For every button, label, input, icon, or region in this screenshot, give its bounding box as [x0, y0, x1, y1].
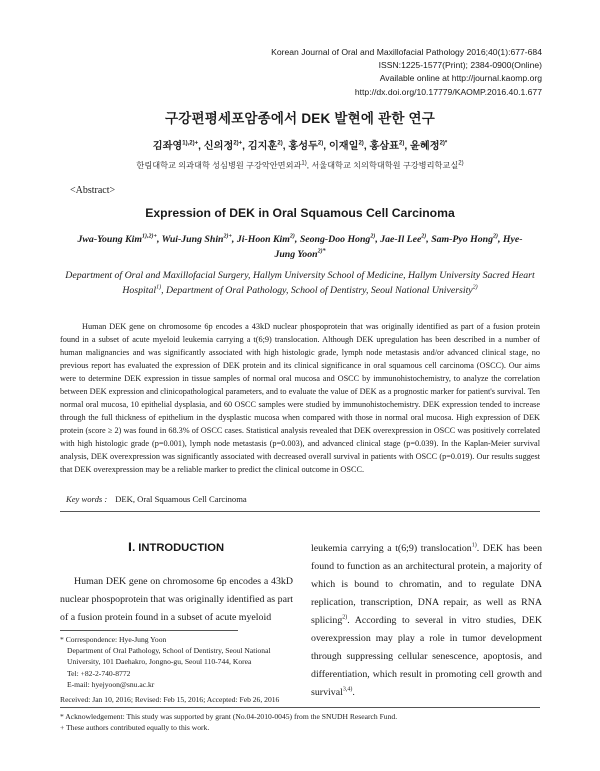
author-sup: 2)	[277, 140, 283, 147]
affiliation-b: , Department of Oral Pathology, School of Dentistry, Seoul National University	[161, 285, 473, 296]
correspondence-divider	[60, 630, 238, 631]
author-sup: 1),2)+	[182, 140, 199, 147]
korean-affiliations	[0, 160, 600, 171]
author-name: 홍성두	[288, 141, 318, 152]
korean-title: 구강편평세포암종에서 DEK 발현에 관한 연구	[164, 111, 435, 126]
affiliation-1: 한림대학교 의과대학 성심병원 구강악안면외과	[136, 161, 302, 170]
author-sup: 2)	[358, 140, 364, 147]
english-authors: Jwa-Young Kim$^{1),2)+}$, Wui-Jung Shin$^{2)+}$, Ji-Hoon Kim$^{2)}$, Seong-Doo Hong$^{2)}$, Jae-Il Lee$^{2)}$, Sam-Pyo Hong$^{2)}$, Hye-Jung Yoon$^{2)*}$	[77, 233, 523, 260]
author-name: Jwa-Young Kim	[77, 234, 143, 245]
author-sup: 2)	[421, 233, 427, 240]
journal-doi[interactable]: http://dx.doi.org/10.17779/KAOMP.2016.40.1.677	[354, 86, 542, 97]
correspondence-email[interactable]: E-mail: hyejyoon@snu.ac.kr	[67, 679, 155, 689]
journal-citation: Korean Journal of Oral and Maxillofacial Pathology 2016;40(1):677-684	[271, 47, 542, 57]
affiliation-b-sup: 2)	[472, 284, 478, 291]
keywords-label: Key words :	[66, 494, 108, 504]
citation: 2)	[342, 614, 348, 621]
english-affiliations	[60, 268, 540, 298]
author-name: 이재일	[328, 141, 359, 152]
author-name: 홍삼표	[369, 141, 400, 152]
journal-url[interactable]: Available online at http://journal.kaomp.org	[379, 73, 542, 84]
intro-text: .	[352, 687, 355, 698]
correspondence-address-1: Department of Oral Pathology, School of Dentistry, Seoul National	[67, 646, 271, 656]
equal-contribution-note: + These authors contributed equally to this work.	[60, 723, 210, 733]
keywords-value: DEK, Oral Squamous Cell Carcinoma	[115, 494, 247, 504]
author-name: Ji-Hoon Kim	[236, 234, 290, 245]
acknowledgement-note: * Acknowledgement: This study was supported by grant (No.04-2010-0045) from the SNUDH Research Fund.	[60, 712, 398, 721]
intro-text: . According to several in vitro studies, DEK overexpression may play a role in tumor development through suppressing cellular senescence, apoptosis, and differentiation, which result in promoting cell growth and survival	[311, 615, 542, 698]
correspondence-address-2: University, 101 Daehakro, Jongno-gu, Seoul 110-744, Korea	[67, 657, 252, 667]
keywords	[66, 494, 247, 504]
author-name: Wui-Jung Shin	[161, 234, 224, 245]
author-name: Hye-Jung Yoon	[274, 234, 523, 260]
affiliation-2-sup: 2)	[458, 160, 464, 167]
received-dates: Received: Jan 10, 2016; Revised: Feb 15, 2016; Accepted: Feb 26, 2016	[60, 695, 280, 704]
intro-left-column: Human DEK gene on chromosome 6p encodes a 43kD nuclear phospoprotein that was originally identified as part of a fusion protein found in a subset of acute myeloid	[60, 576, 293, 623]
journal-header	[271, 46, 542, 99]
author-name: 윤혜정	[410, 141, 440, 152]
abstract-divider	[60, 511, 540, 512]
abstract-tag: <Abstract>	[70, 185, 116, 196]
journal-issn: ISSN:1225-1577(Print); 2384-0900(Online)	[378, 60, 542, 71]
korean-authors: 김좌영$^{1),2)+}$, 신의정$^{2)+}$, 김지훈$^{2)}$, 홍성두$^{2)}$, 이재일$^{2)}$, 홍삼표$^{2)}$, 윤혜정$^{2)*}$	[152, 140, 448, 152]
footnotes	[60, 711, 397, 733]
author-name: Sam-Pyo Hong	[431, 234, 493, 245]
citation: 1)	[471, 542, 477, 549]
correspondence-phone: Tel: +82-2-740-8772	[67, 668, 131, 678]
footnote-divider	[60, 707, 540, 708]
affiliation-a-sup: 1)	[156, 284, 162, 291]
intro-text: leukemia carrying a t(6;9) translocation	[311, 543, 472, 554]
author-sup: 2)	[399, 140, 405, 147]
author-sup: 2)	[370, 233, 376, 240]
author-sup: 2)*	[317, 248, 326, 255]
english-title: Expression of DEK in Oral Squamous Cell Carcinoma	[145, 206, 455, 220]
author-sup: 2)	[317, 140, 324, 147]
affiliation-2: , 서울대학교 치의학대학원 구강병리학교실	[306, 161, 459, 170]
author-sup: 2)+	[233, 140, 243, 147]
author-sup: 1),2)+	[142, 233, 157, 240]
author-name: 김지훈	[247, 141, 278, 152]
intro-text: . DEK has been found to function as an architectural protein, a majority of which is bound to chromatin, and to regulate DNA replication, transcription, DNA repair, as well as RNA splicing	[311, 543, 543, 626]
author-name: Seong-Doo Hong	[299, 234, 371, 245]
author-name: Jae-Il Lee	[380, 234, 422, 245]
abstract-body: Human DEK gene on chromosome 6p encodes a 43kD nuclear phospoprotein that was originally identified as part of a fusion protein found in a subset of acute myeloid leukemia carrying a t(6;9) translocation. Although DEK upregulation has been described in a number of human malignancies and was significantly associated with high histologic grade, lymph node metastasis and/or advanced clinical stage, no previous report has evaluated the expression of DEK protein and its clinical significance in oral squamous cell carcinoma (OSCC). Our aims were to determine DEK expression in tissue samples of normal oral mucosa and OSCC by immunohistochemistry, to analyze the correlation between DEK expression and clinicopathological parameters, and to evaluate the value of DEK as a prognostic marker for patient's survival. Ten normal oral mucosa, 10 epithelial dysplasia, and 60 OSCC samples were studied by immunohistochemistry. DEK expression tended to increase through the full thickness of epithelium in the dysplastic mucosa when compared with those in normal oral mucosa. High expression of DEK protein (score ≥ 2) was found in 68.3% of OSCC cases. Statistical analysis revealed that DEK overexpression in OSCC was positively correlated with high histologic grade (p=0.001), lymph node metastasis (p=0.003), and advanced clinical stage (p=0.039). In the Kaplan-Meier survival analysis, DEK overexpression was significantly associated with decreased overall survival in patients with OSCC (p=0.019). Our results suggest that DEK overexpression may be a reliable marker to predict the clinical outcome in OSCC.	[60, 322, 540, 474]
author-name: 김좌영	[152, 141, 183, 152]
correspondence-block	[60, 634, 271, 690]
intro-right-column	[311, 540, 542, 702]
author-sup: 2)	[289, 233, 295, 240]
affiliation-a: Department of Oral and Maxillofacial Surgery, Hallym University School of Medicine, Hallym University Sacred Heart Hospital	[65, 270, 535, 296]
correspondence-label: * Correspondence: Hye-Jung Yoon	[60, 635, 167, 644]
author-sup: 2)+	[223, 233, 232, 240]
author-sup: 2)	[492, 233, 498, 240]
author-sup: 2)*	[439, 140, 448, 147]
affiliation-1-sup: 1)	[301, 160, 307, 167]
section-heading-introduction: Ⅰ. INTRODUCTION	[127, 542, 225, 554]
citation: 3,4)	[342, 686, 353, 693]
author-name: 신의정	[203, 141, 234, 152]
